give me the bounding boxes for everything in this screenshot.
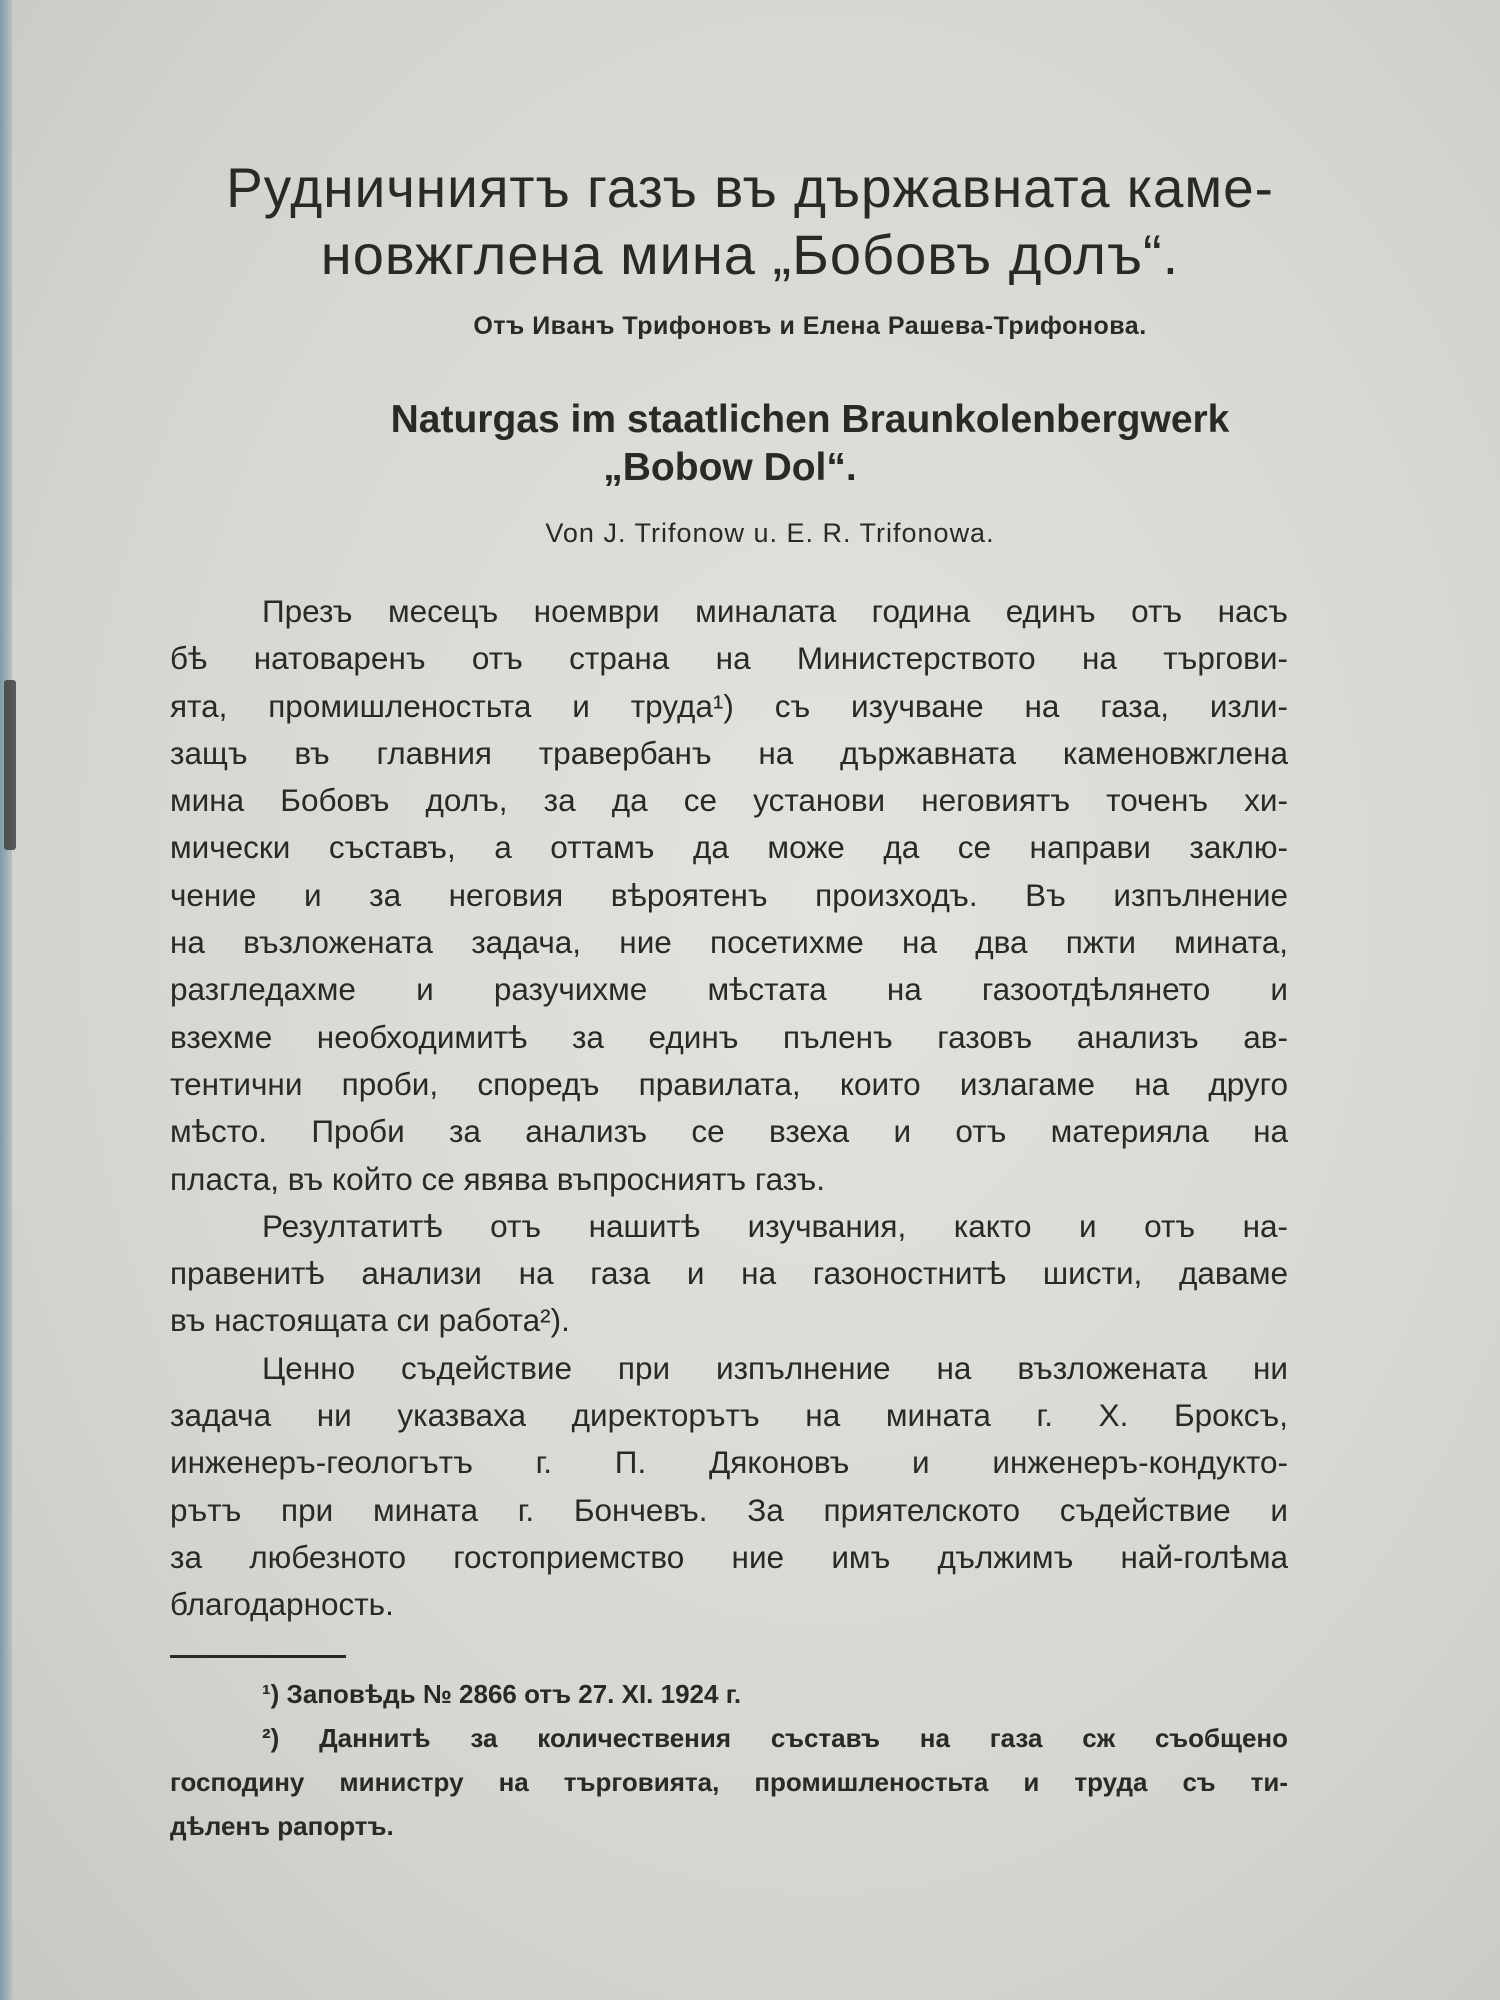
text-line: благодарность.	[170, 1586, 394, 1623]
text-line: взехме необходимитѣ за единъ пъленъ газовъ анализъ ав-	[170, 1018, 1288, 1055]
paragraph-2	[170, 1203, 1288, 1345]
german-title-line-1: Naturgas im staatlichen Braunkolenbergwerk	[390, 398, 1230, 441]
authors-german: Von J. Trifonow u. E. R. Trifonowa.	[545, 518, 995, 548]
text-line: тентични проби, спoредъ правилата, които излагаме на друго	[170, 1065, 1288, 1102]
footnote-divider	[170, 1655, 346, 1658]
footnote-2-line: ²) Даннитѣ за количествения съставъ на газа сж съобщено	[262, 1723, 1288, 1753]
text-line: правенитѣ анализи на газа и на газоностнитѣ шисти, даваме	[170, 1255, 1288, 1292]
footnote-2-line: господину министру на търговията, промишленостьта и труда съ ти-	[170, 1767, 1288, 1797]
text-line: пласта, въ който се явява въпросниятъ газъ.	[170, 1160, 825, 1197]
text-line: мѣсто. Проби за анализъ се взеха и отъ материяла на	[170, 1113, 1288, 1150]
text-line: мина Бобовъ долъ, за да се установи неговиятъ точенъ хи-	[170, 782, 1288, 819]
title-line-2: новжглена мина „Бобовъ долъ“.	[320, 223, 1180, 286]
text-line: инженеръ-геологътъ г. П. Дяконовъ и инженеръ-кондукто-	[170, 1444, 1288, 1481]
text-line: за любезното гостоприемство ние имъ дължимъ най-голѣма	[170, 1538, 1288, 1575]
german-title-line-2: „Bobow Dol“.	[603, 446, 857, 489]
title-line-1: Рудничниятъ газъ въ държавната каме-	[226, 156, 1274, 219]
text-line: разгледахме и разучихме мѣстата на газоотдѣлянето и	[170, 971, 1288, 1008]
footnote-2-line: дѣленъ рапортъ.	[170, 1811, 394, 1841]
text-line: защъ въ главния травербанъ на държавната каменовжглена	[170, 734, 1288, 771]
paragraph-3	[170, 1345, 1288, 1629]
text-line: чение и за неговия вѣроятенъ произходъ. Въ изпълнение	[170, 876, 1288, 913]
text-line: рътъ при мината г. Бончевъ. За приятелското съдействие и	[170, 1491, 1288, 1528]
text-line: ята, промишленостьта и труда¹) съ изучване на газа, изли-	[170, 687, 1288, 724]
authors-bulgarian: Отъ Иванъ Трифоновъ и Елена Рашева-Трифонова.	[473, 312, 1147, 340]
text-line: бѣ натоваренъ отъ страна на Министерството на търгови-	[170, 640, 1288, 677]
text-line: задача ни указваха директорътъ на мината г. Х. Броксъ,	[170, 1397, 1288, 1434]
text-line: Презъ месецъ ноември миналата година единъ отъ насъ	[262, 593, 1288, 629]
binding-mark	[4, 680, 16, 850]
body-text	[170, 588, 1288, 1629]
page-left-edge-background	[0, 0, 12, 2000]
text-line: Резултатитѣ отъ нашитѣ изучвания, както и отъ на-	[262, 1207, 1288, 1244]
footnotes	[170, 1672, 1288, 1848]
text-line: на възложената задача, ние посетихме на два пжти мината,	[170, 924, 1288, 961]
footnote-1: ¹) Заповѣдь № 2866 отъ 27. XI. 1924 г.	[262, 1679, 742, 1709]
text-line: Ценно съдействие при изпълнение на възложената ни	[262, 1349, 1288, 1386]
text-line: въ настоящата си работа²).	[170, 1302, 570, 1339]
paragraph-1	[170, 588, 1288, 1203]
text-line: мически съставъ, а оттамъ да може да се направи заклю-	[170, 829, 1288, 866]
